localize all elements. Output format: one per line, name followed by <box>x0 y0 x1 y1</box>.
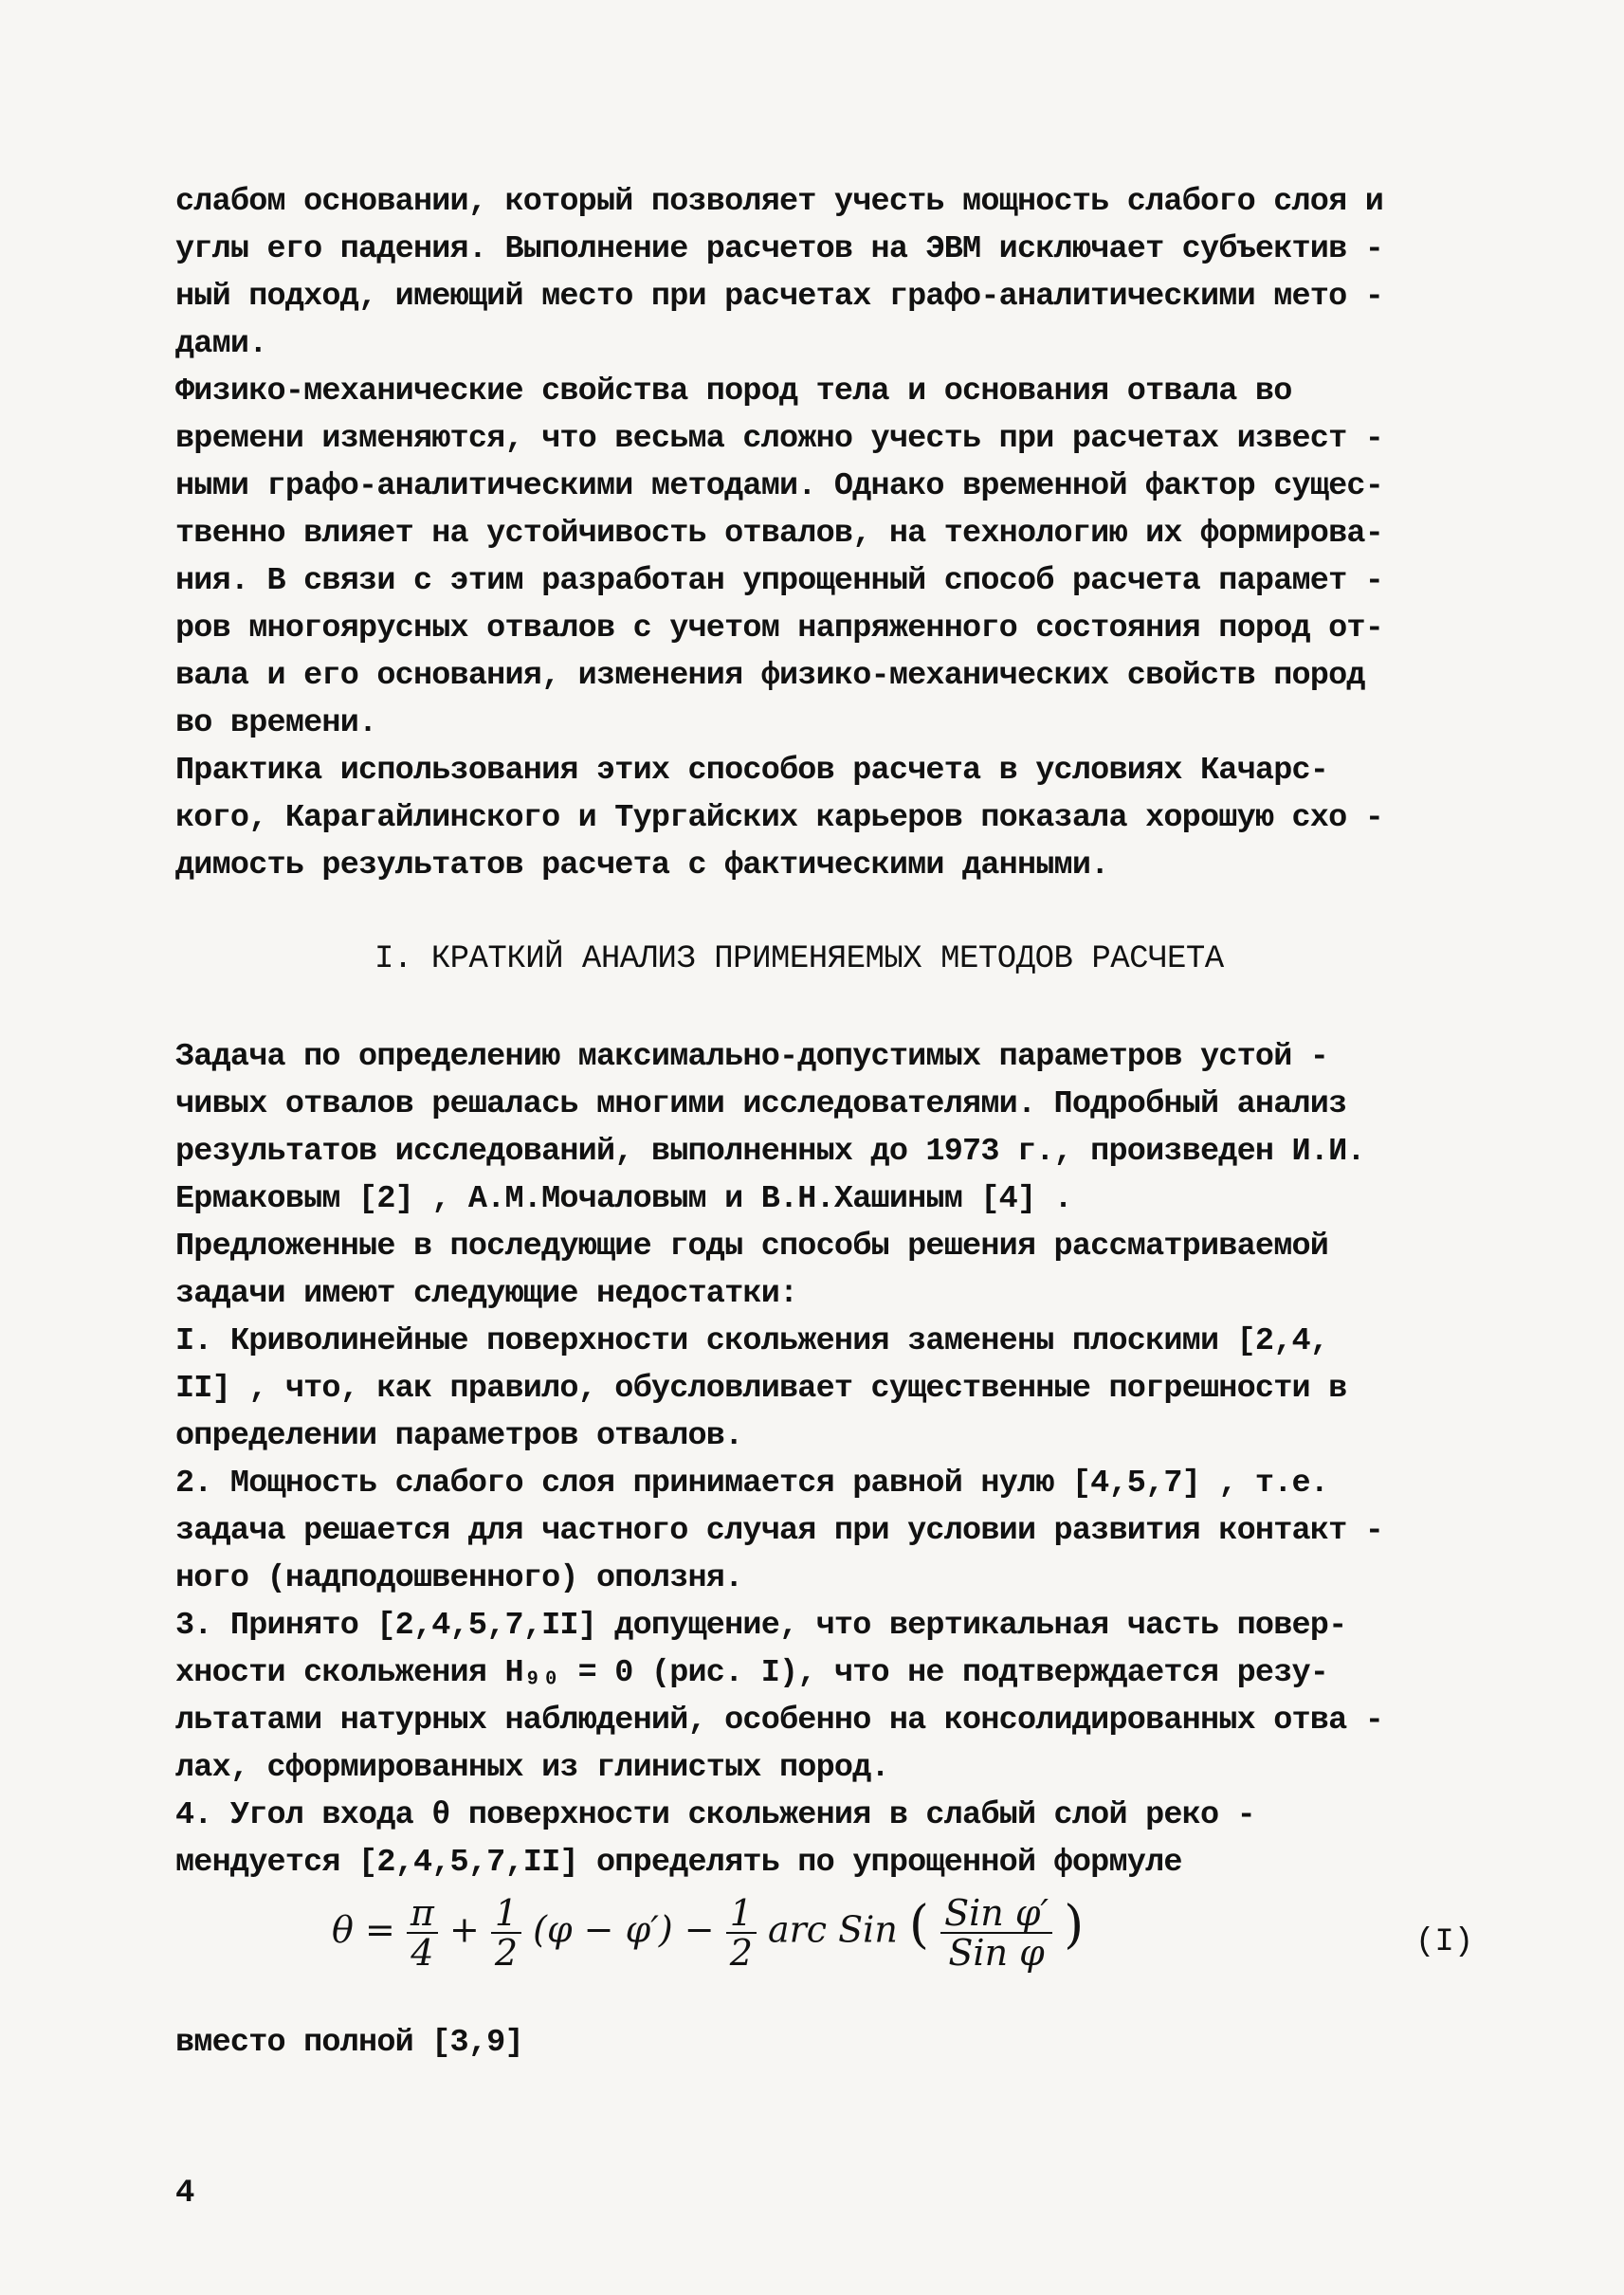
list-item-2: 2. Мощность слабого слоя принимается равной нулю [4,5,7] , т.е. задача решается для частного случая при условии развития контакт - ного (надподошвенного) оползня. <box>175 1466 1384 1596</box>
formula-half-num: 1 <box>491 1894 521 1934</box>
formula-sin-num: Sin φ′ <box>940 1894 1052 1934</box>
formula-half-den: 2 <box>494 1932 519 1974</box>
equation-number: (I) <box>1415 1924 1474 1960</box>
formula-half-den-2: 2 <box>729 1932 753 1974</box>
paragraph-practice: Практика использования этих способов расчета в условиях Качарс- кого, Карагайлинского и Тургайских карьеров показала хорошую схо - димость результатов расчета с фактическими данными. <box>175 753 1384 883</box>
formula-middle: (φ − φ′) − <box>533 1908 715 1951</box>
formula-pi-fraction <box>407 1894 438 1972</box>
formula-lhs: θ = <box>332 1908 395 1951</box>
formula-pi-den: 4 <box>411 1932 434 1974</box>
list-item-4: 4. Угол входа θ поверхности скольжения в слабый слой реко - мендуется [2,4,5,7,II] определять по упрощенной формуле <box>175 1797 1255 1881</box>
list-item-1: I. Криволинейные поверхности скольжения заменены плоскими [2,4, II] , что, как правило, обусловливает существенные погрешности в определении параметров отвалов. <box>175 1323 1347 1454</box>
list-item-3: 3. Принято [2,4,5,7,II] допущение, что вертикальная часть повер- хности скольжения H₉₀ = 0 (рис. I), что не подтверждается резу- льтатами натурных наблюдений, особенно на консолидированных отва - лах, сформированных из глинистых пород. <box>175 1608 1384 1786</box>
paragraph-task: Задача по определению максимально-допустимых параметров устой - чивых отвалов решалась многими исследователями. Подробный анализ результатов исследований, выполненных до 1973 г., произведен И.И. Ермаковым [2] , А.М.Мочаловым и В.Н.Хашиным [4] . <box>175 1039 1365 1217</box>
paragraph-physical-properties: Физико-механические свойства пород тела и основания отвала во времени изменяются, что весьма сложно учесть при расчетах извест - ными графо-аналитическими методами. Однако временной фактор сущес- твенно влияет на устойчивость отвалов, на технологию их формирова- ния. В связи с этим разработан упрощенный способ расчета парамет - ров многоярусных отвалов с учетом напряженного состояния пород от- вала и его основания, изменения физико-механических свойств пород во времени. <box>175 373 1384 741</box>
page-number: 4 <box>175 2176 195 2212</box>
formula-pi-num: π <box>407 1894 438 1934</box>
paragraph-after-formula: вместо полной [3,9] <box>175 2025 523 2061</box>
paragraph-intro-continuation: слабом основании, который позволяет учесть мощность слабого слоя и углы его падения. Выполнение расчетов на ЭВМ исключает субъектив - ный подход, имеющий место при расчетах графо-аналитическими мето - дами. <box>175 184 1384 362</box>
formula-sin-den: Sin φ <box>948 1932 1045 1974</box>
formula-half-fraction-1 <box>491 1894 521 1972</box>
formula-arcsin: arc Sin <box>767 1908 898 1951</box>
formula-half-num-2: 1 <box>726 1894 757 1934</box>
formula-theta: θ = $\frac{\pi}{4}$ + $\frac{1}{2}$ (φ − φ′) − $\frac{1}{2}$ arc Sin ( $\frac{\text{Sin φ′}}{\text{Sin φ}}$ ) <box>332 1892 1085 1974</box>
formula-half-fraction-2 <box>726 1894 757 1972</box>
formula-sin-fraction <box>940 1894 1052 1972</box>
section-heading: I. КРАТКИЙ АНАЛИЗ ПРИМЕНЯЕМЫХ МЕТОДОВ РАСЧЕТА <box>374 941 1224 977</box>
paragraph-shortcomings-intro: Предложенные в последующие годы способы решения рассматриваемой задачи имеют следующие недостатки: <box>175 1229 1329 1312</box>
